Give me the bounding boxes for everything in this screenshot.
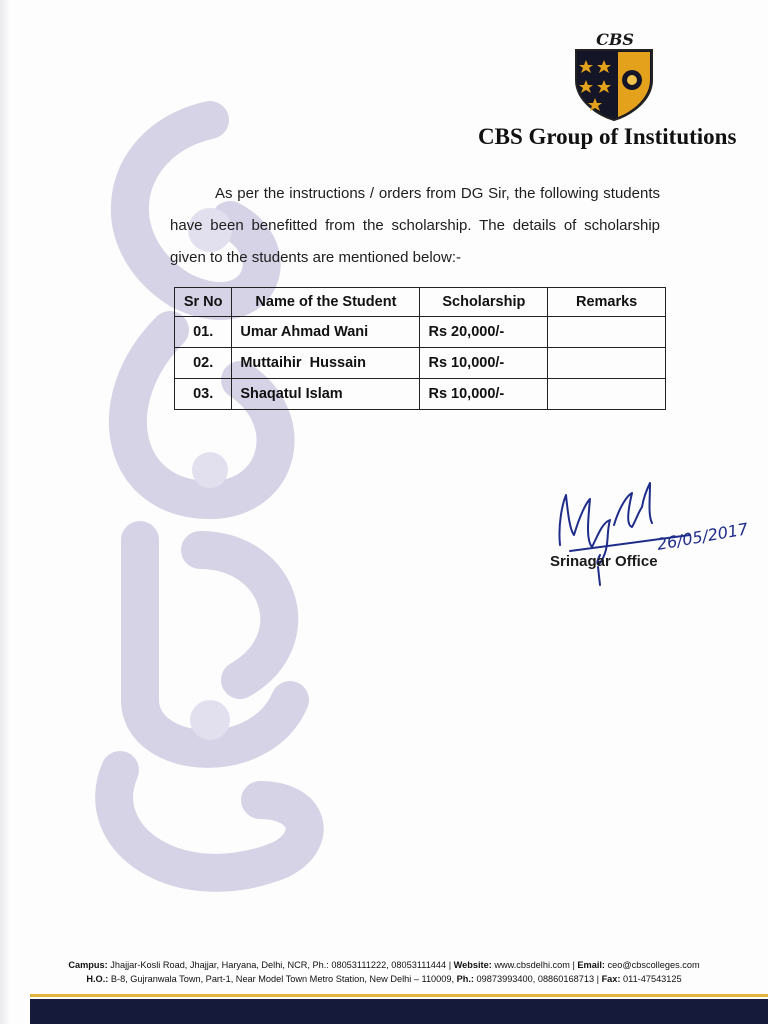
cell-scholarship: Rs 10,000/- — [420, 379, 548, 410]
footer-campus-address: Jhajjar-Kosli Road, Jhajjar, Haryana, Delhi, NCR, Ph.: 08053111222, 08053111444 | — [110, 960, 452, 970]
footer-website-label: Website: — [453, 960, 492, 970]
footer-gold-rule — [30, 994, 768, 997]
footer-campus-line — [0, 958, 768, 972]
cell-sr-no: 01. — [175, 317, 232, 348]
intro-paragraph: As per the instructions / orders from DG Sir, the following students have been benefitted from the scholarship. The details of scholarship given to the students are mentioned below:- — [170, 185, 660, 266]
header-remarks: Remarks — [548, 288, 666, 317]
footer-email-label: Email: — [577, 960, 605, 970]
header-scholarship: Scholarship — [420, 288, 548, 317]
footer-campus-label: Campus: — [68, 960, 108, 970]
table-row — [175, 348, 666, 379]
cell-sr-no: 03. — [175, 379, 232, 410]
cell-remarks — [548, 317, 666, 348]
footer-navy-band — [30, 999, 768, 1024]
header-student-name: Name of the Student — [232, 288, 420, 317]
footer-phone: 09873993400, 08860168713 | — [476, 974, 599, 984]
page-edge-shadow — [0, 0, 10, 1024]
table-row — [175, 379, 666, 410]
table-row — [175, 317, 666, 348]
cell-scholarship: Rs 10,000/- — [420, 348, 548, 379]
office-label: Srinagar Office — [550, 553, 658, 570]
organization-name: CBS Group of Institutions — [478, 124, 737, 149]
footer-ho-address: B-8, Gujranwala Town, Part-1, Near Model Town Metro Station, New Delhi – 110009, — [110, 974, 455, 984]
cell-remarks — [548, 348, 666, 379]
svg-text:26/05/2017: 26/05/2017 — [655, 519, 750, 554]
cell-scholarship: Rs 20,000/- — [420, 317, 548, 348]
cell-remarks — [548, 379, 666, 410]
logo-monogram-text: CBS — [596, 30, 634, 49]
header-sr-no: Sr No — [175, 288, 232, 317]
footer-email: ceo@cbscolleges.com — [607, 960, 700, 970]
cell-sr-no: 02. — [175, 348, 232, 379]
cell-student-name: Umar Ahmad Wani — [232, 317, 420, 348]
footer-fax-label: Fax: — [601, 974, 621, 984]
footer-fax: 011-47543125 — [623, 974, 682, 984]
table-header-row — [175, 288, 666, 317]
footer-website: www.cbsdelhi.com | — [494, 960, 575, 970]
footer-ho-line — [0, 972, 768, 986]
footer-ho-label: H.O.: — [86, 974, 109, 984]
scholarship-table — [174, 287, 666, 410]
footer-phone-label: Ph.: — [456, 974, 474, 984]
cell-student-name: Muttaihir Hussain — [232, 348, 420, 379]
letterhead-footer — [0, 958, 768, 986]
cell-student-name: Shaqatul Islam — [232, 379, 420, 410]
